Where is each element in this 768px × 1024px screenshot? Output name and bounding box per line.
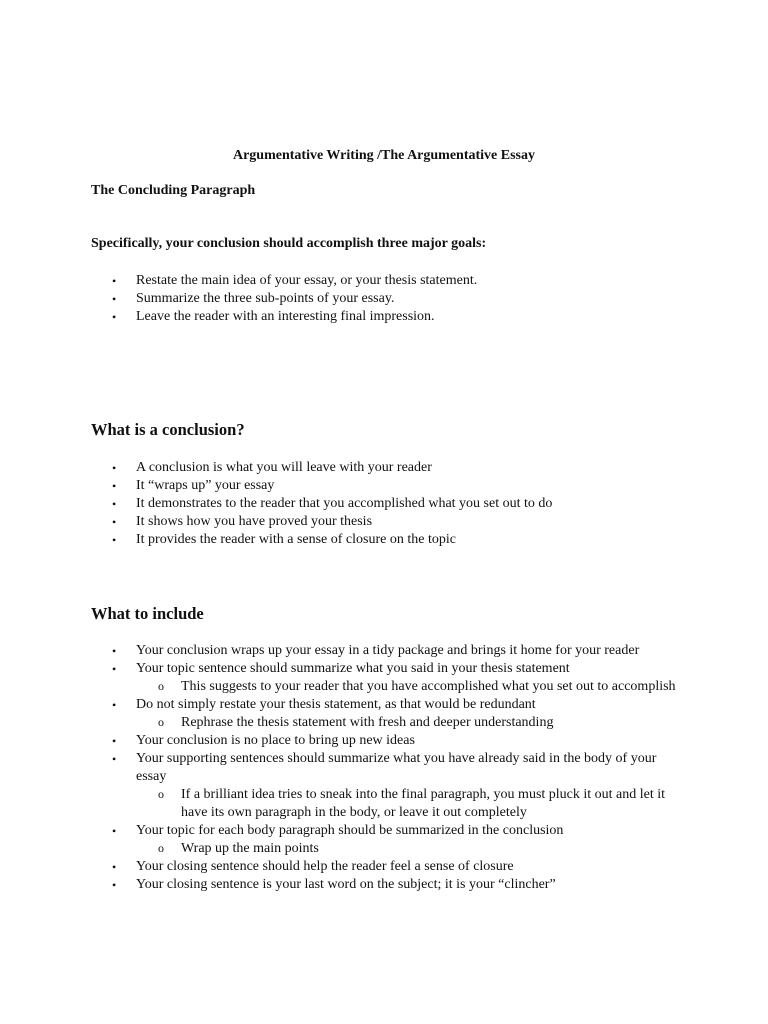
list-item: • Your topic sentence should summarize what you said in your thesis statement (91, 660, 681, 678)
sub-list-item: o Rephrase the thesis statement with fresh and deeper understanding (91, 714, 681, 732)
goals-list (91, 272, 681, 326)
what-is-heading: What is a conclusion? (91, 420, 245, 439)
list-item: • Your conclusion wraps up your essay in a tidy package and brings it home for your reader (91, 642, 681, 660)
section-subtitle: The Concluding Paragraph (91, 183, 256, 198)
list-item: • It demonstrates to the reader that you accomplished what you set out to do (91, 495, 681, 513)
list-item: • Your conclusion is no place to bring up new ideas (91, 732, 681, 750)
what-to-include-list (91, 642, 681, 894)
sub-list-item: o If a brilliant idea tries to sneak into the final paragraph, you must pluck it out and let it have its own paragraph in the body, or leave it out completely (91, 786, 681, 822)
list-item: • Your topic for each body paragraph should be summarized in the conclusion (91, 822, 681, 840)
goals-intro: Specifically, your conclusion should accomplish three major goals: (91, 236, 487, 251)
sub-list-item: o Wrap up the main points (91, 840, 681, 858)
list-item: • Restate the main idea of your essay, or your thesis statement. (91, 272, 681, 290)
list-item: • Your supporting sentences should summarize what you have already said in the body of your essay (91, 750, 681, 786)
list-item: • It provides the reader with a sense of closure on the topic (91, 531, 681, 549)
what-is-list (91, 459, 681, 549)
list-item: • Leave the reader with an interesting final impression. (91, 308, 681, 326)
list-item: • Your closing sentence is your last word on the subject; it is your “clincher” (91, 876, 681, 894)
sub-list-item: o This suggests to your reader that you have accomplished what you set out to accomplish (91, 678, 681, 696)
what-to-include-heading: What to include (91, 604, 204, 623)
list-item: • It “wraps up” your essay (91, 477, 681, 495)
document-title: Argumentative Writing /The Argumentative Essay (232, 148, 536, 163)
list-item: • Summarize the three sub-points of your essay. (91, 290, 681, 308)
list-item: • It shows how you have proved your thesis (91, 513, 681, 531)
list-item: • A conclusion is what you will leave with your reader (91, 459, 681, 477)
list-item: • Your closing sentence should help the reader feel a sense of closure (91, 858, 681, 876)
list-item: • Do not simply restate your thesis statement, as that would be redundant (91, 696, 681, 714)
